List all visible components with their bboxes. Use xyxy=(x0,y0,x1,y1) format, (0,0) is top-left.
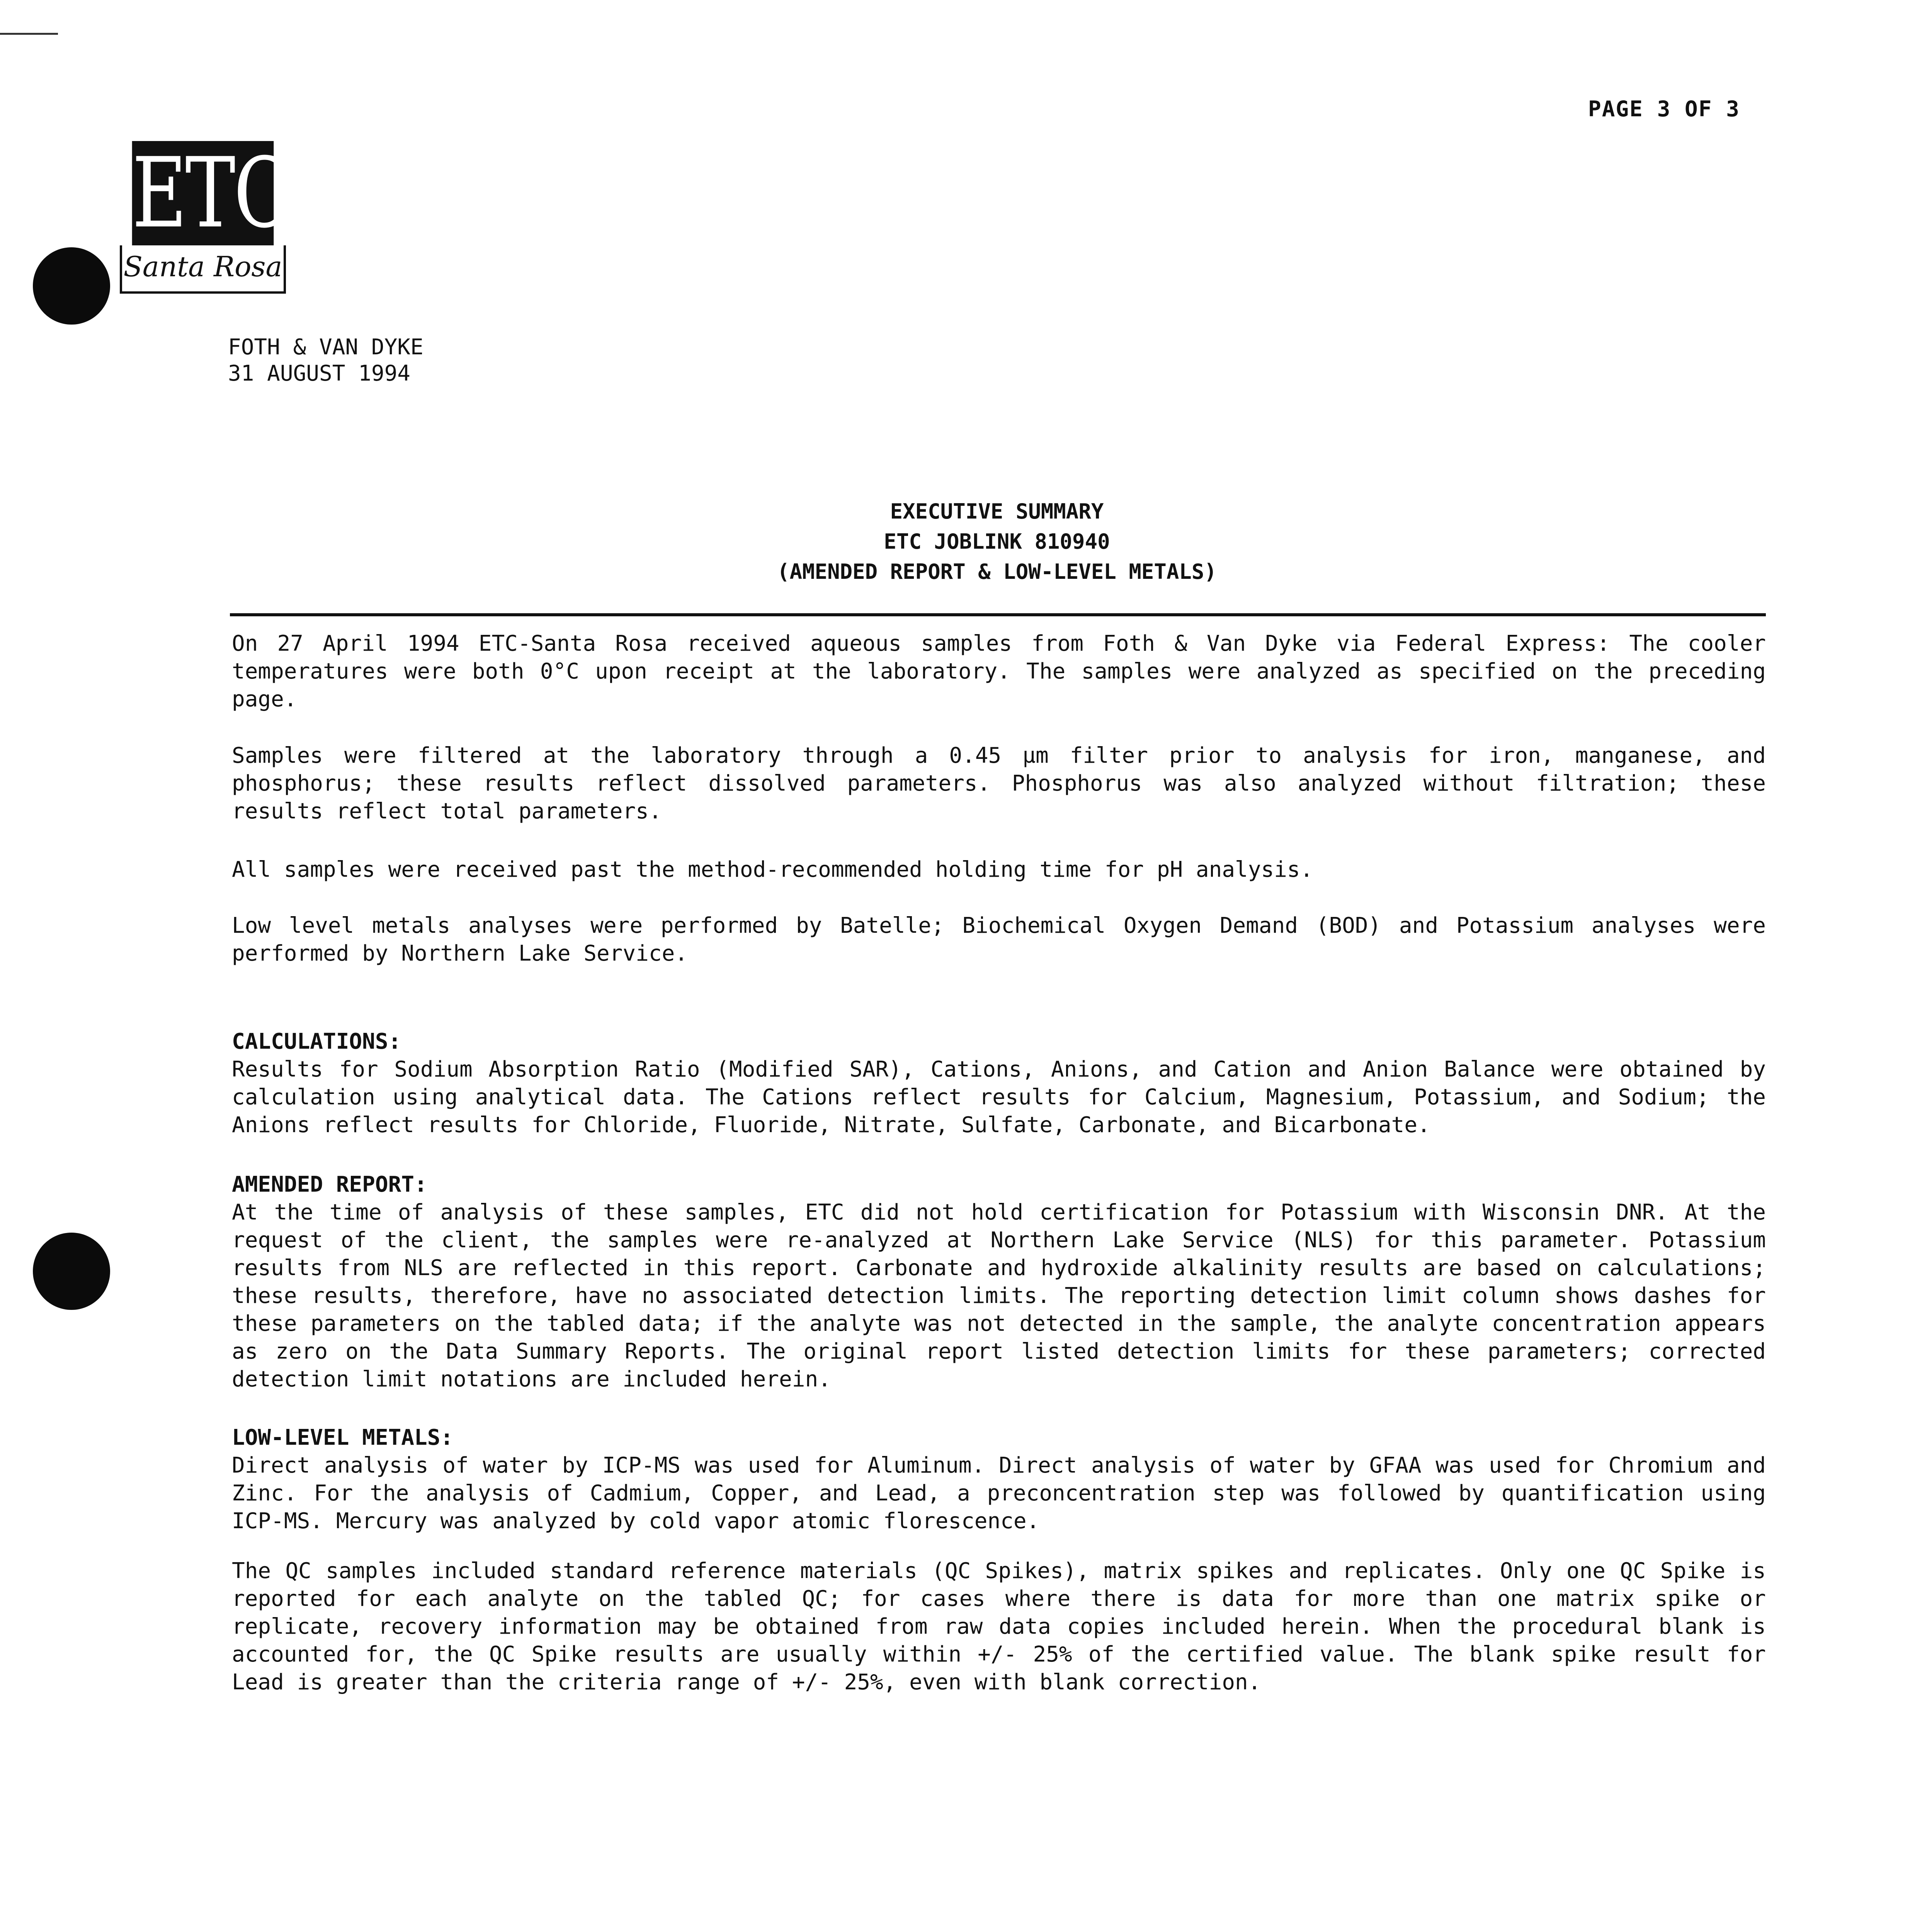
low-level-heading: LOW-LEVEL METALS: xyxy=(232,1425,454,1450)
amended-heading: AMENDED REPORT: xyxy=(232,1172,427,1197)
report-title xyxy=(232,497,1762,587)
title-divider xyxy=(230,613,1766,616)
binder-hole-middle xyxy=(33,1233,110,1310)
paragraph-subcontract: Low level metals analyses were performed by Batelle; Biochemical Oxygen Demand (BOD) and Potassium analyses were performed by Northern Lake Service. xyxy=(232,913,1766,966)
section-low-level-metals xyxy=(232,1424,1766,1535)
paragraph-filtration: Samples were filtered at the laboratory through a 0.45 µm filter prior to analysis for iron, manganese, and phosphorus; these results reflect dissolved parameters. Phosphorus was also analyzed without filtration; these results reflect total parameters. xyxy=(232,743,1766,824)
calculations-heading: CALCULATIONS: xyxy=(232,1029,401,1054)
title-line-1: EXECUTIVE SUMMARY xyxy=(890,499,1104,524)
etc-santa-rosa-logo xyxy=(112,137,294,298)
section-amended-report xyxy=(232,1171,1766,1393)
binder-hole-top xyxy=(33,247,110,325)
amended-text: At the time of analysis of these samples, ETC did not hold certification for Potassium with Wisconsin DNR. At the request of the client, the samples were re-analyzed at Northern Lake Service (NLS) for this parameter. Potassium results from NLS are reflected in this report. Carbonate and hydroxide alkalinity results are based on calculations; these results, therefore, have no associated detection limits. The reporting detection limit column shows dashes for these parameters on the tabled data; if the analyte was not detected in the sample, the analyte concentration appears as zero on the Data Summary Reports. The original report listed detection limits for these parameters; corrected detection limit notations are included herein. xyxy=(232,1200,1766,1392)
addressee-company: FOTH & VAN DYKE xyxy=(228,335,423,360)
paragraph-qc: The QC samples included standard reference materials (QC Spikes), matrix spikes and replicates. Only one QC Spike is reported for each analyte on the tabled QC; for cases where there is data for more than one matrix spike or replicate, recovery information may be obtained from raw data copies included herein. When the procedural blank is accounted for, the QC Spike results are usually within +/- 25% of the certified value. The blank spike result for Lead is greater than the criteria range of +/- 25%, even with blank correction. xyxy=(232,1558,1766,1695)
calculations-text: Results for Sodium Absorption Ratio (Modified SAR), Cations, Anions, and Cation and Anion Balance were obtained by calculation using analytical data. The Cations reflect results for Calcium, Magnesium, Potassium, and Sodium; the Anions reflect results for Chloride, Fluoride, Nitrate, Sulfate, Carbonate, and Bicarbonate. xyxy=(232,1057,1766,1138)
logo-sub-text: Santa Rosa xyxy=(120,245,286,294)
title-line-2: ETC JOBLINK 810940 xyxy=(884,529,1110,554)
page-number: PAGE 3 OF 3 xyxy=(1588,97,1740,122)
section-calculations xyxy=(232,1028,1766,1139)
paragraph-receipt: On 27 April 1994 ETC-Santa Rosa received aqueous samples from Foth & Van Dyke via Federal Express: The cooler temperatures were both 0°C upon receipt at the laboratory. The samples were analyzed as specified on the preceding page. xyxy=(232,631,1766,712)
paragraph-holding-time: All samples were received past the method-recommended holding time for pH analysis. xyxy=(232,857,1313,882)
addressee-block xyxy=(228,334,423,387)
title-line-3: (AMENDED REPORT & LOW-LEVEL METALS) xyxy=(777,560,1217,584)
low-level-text: Direct analysis of water by ICP-MS was used for Aluminum. Direct analysis of water by GFAA was used for Chromium and Zinc. For the analysis of Cadmium, Copper, and Lead, a preconcentration step was followed by quantification using ICP-MS. Mercury was analyzed by cold vapor atomic florescence. xyxy=(232,1453,1766,1534)
scan-mark xyxy=(0,33,58,35)
logo-main-text: ETC xyxy=(132,137,290,249)
report-date: 31 AUGUST 1994 xyxy=(228,361,411,386)
